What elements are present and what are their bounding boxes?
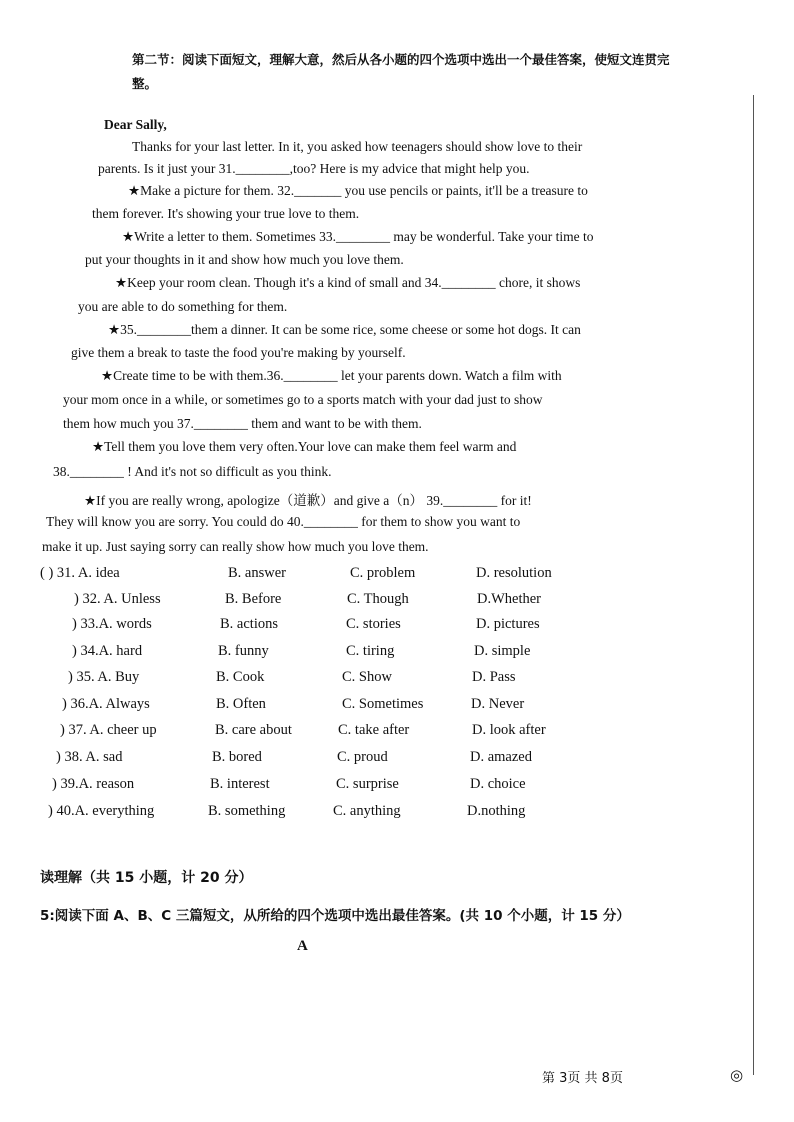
- question-number-option-a: ) 34.A. hard: [72, 643, 143, 659]
- letter-line: parents. Is it just your 31.________,too? Here is my advice that might help you.: [98, 161, 530, 176]
- option-b: B. something: [208, 803, 286, 819]
- option-d: D. look after: [472, 722, 546, 738]
- instruction-line-2: 整。: [132, 76, 158, 91]
- instruction-line-1: 第二节：阅读下面短文，理解大意，然后从各小题的四个选项中选出一个最佳答案，使短文连贯完: [132, 52, 670, 67]
- letter-line: ★Write a letter to them. Sometimes 33.________ may be wonderful. Take your time to: [122, 229, 594, 244]
- question-number-option-a: ) 32. A. Unless: [74, 591, 161, 607]
- question-number-option-a: ) 37. A. cheer up: [60, 722, 157, 738]
- letter-greeting: Dear Sally,: [104, 117, 167, 132]
- section-heading: 读理解（共 15 小题，计 20 分）: [40, 870, 253, 886]
- letter-line: ★Tell them you love them very often.Your love can make them feel warm and: [92, 439, 517, 454]
- option-c: C. Show: [342, 669, 392, 685]
- circle-mark-icon: ◎: [730, 1068, 744, 1084]
- option-b: B. interest: [210, 776, 270, 792]
- passage-label: A: [297, 938, 308, 954]
- letter-line: 38.________ ! And it's not so difficult as you think.: [53, 464, 332, 479]
- option-b: B. Before: [225, 591, 282, 607]
- option-c: C. problem: [350, 565, 416, 581]
- option-c: C. tiring: [346, 643, 395, 659]
- option-b: B. care about: [215, 722, 292, 738]
- option-d: D. Never: [471, 696, 525, 712]
- letter-line: ★Create time to be with them.36.________ let your parents down. Watch a film with: [101, 368, 562, 383]
- question-number-option-a: ) 35. A. Buy: [68, 669, 140, 685]
- option-c: C. anything: [333, 803, 401, 819]
- letter-line: your mom once in a while, or sometimes go to a sports match with your dad just to show: [63, 392, 543, 407]
- page-number: 第 3页 共 8页: [542, 1071, 623, 1086]
- option-d: D. amazed: [470, 749, 532, 765]
- letter-line: ★Keep your room clean. Though it's a kind of small and 34.________ chore, it shows: [115, 275, 581, 290]
- question-number-option-a: ) 36.A. Always: [62, 696, 150, 712]
- letter-line: Thanks for your last letter. In it, you asked how teenagers should show love to their: [132, 139, 583, 154]
- option-c: C. surprise: [336, 776, 399, 792]
- question-number-option-a: ) 33.A. words: [72, 616, 152, 632]
- option-d: D. Pass: [472, 669, 516, 685]
- letter-line: ★35.________them a dinner. It can be some rice, some cheese or some hot dogs. It can: [108, 322, 581, 337]
- letter-line: put your thoughts in it and show how much you love them.: [85, 252, 404, 267]
- option-b: B. funny: [218, 643, 269, 659]
- letter-line: They will know you are sorry. You could do 40.________ for them to show you want to: [46, 514, 521, 529]
- question-number-option-a: ) 38. A. sad: [56, 749, 123, 765]
- option-c: C. Sometimes: [342, 696, 424, 712]
- option-b: B. bored: [212, 749, 262, 765]
- option-c: C. stories: [346, 616, 401, 632]
- option-d: D. resolution: [476, 565, 552, 581]
- option-b: B. answer: [228, 565, 286, 581]
- option-d: D. choice: [470, 776, 526, 792]
- page-edge-rule: [753, 95, 754, 1075]
- option-c: C. take after: [338, 722, 410, 738]
- option-c: C. proud: [337, 749, 388, 765]
- question-number-option-a: ( ) 31. A. idea: [40, 565, 120, 581]
- option-c: C. Though: [347, 591, 409, 607]
- option-d: D.nothing: [467, 803, 526, 819]
- question-number-option-a: ) 39.A. reason: [52, 776, 135, 792]
- option-d: D. simple: [474, 643, 531, 659]
- option-b: B. Cook: [216, 669, 265, 685]
- letter-line: you are able to do something for them.: [78, 299, 288, 314]
- option-d: D.Whether: [477, 591, 542, 607]
- letter-line: them forever. It's showing your true love to them.: [92, 206, 360, 221]
- option-b: B. actions: [220, 616, 278, 632]
- letter-line: ★Make a picture for them. 32._______ you use pencils or paints, it'll be a treasure to: [128, 183, 588, 198]
- letter-line: give them a break to taste the food you're making by yourself.: [71, 345, 406, 360]
- option-d: D. pictures: [476, 616, 540, 632]
- letter-line: them how much you 37.________ them and want to be with them.: [63, 416, 422, 431]
- letter-line: ★If you are really wrong, apologize（道歉）and give a（n） 39.________ for it!: [84, 493, 532, 508]
- letter-line: make it up. Just saying sorry can really show how much you love them.: [42, 539, 429, 554]
- section-subheading: 5:阅读下面 A、B、C 三篇短文，从所给的四个选项中选出最佳答案。(共 10 个小题，计 15 分）: [40, 908, 630, 924]
- option-b: B. Often: [216, 696, 266, 712]
- question-number-option-a: ) 40.A. everything: [48, 803, 155, 819]
